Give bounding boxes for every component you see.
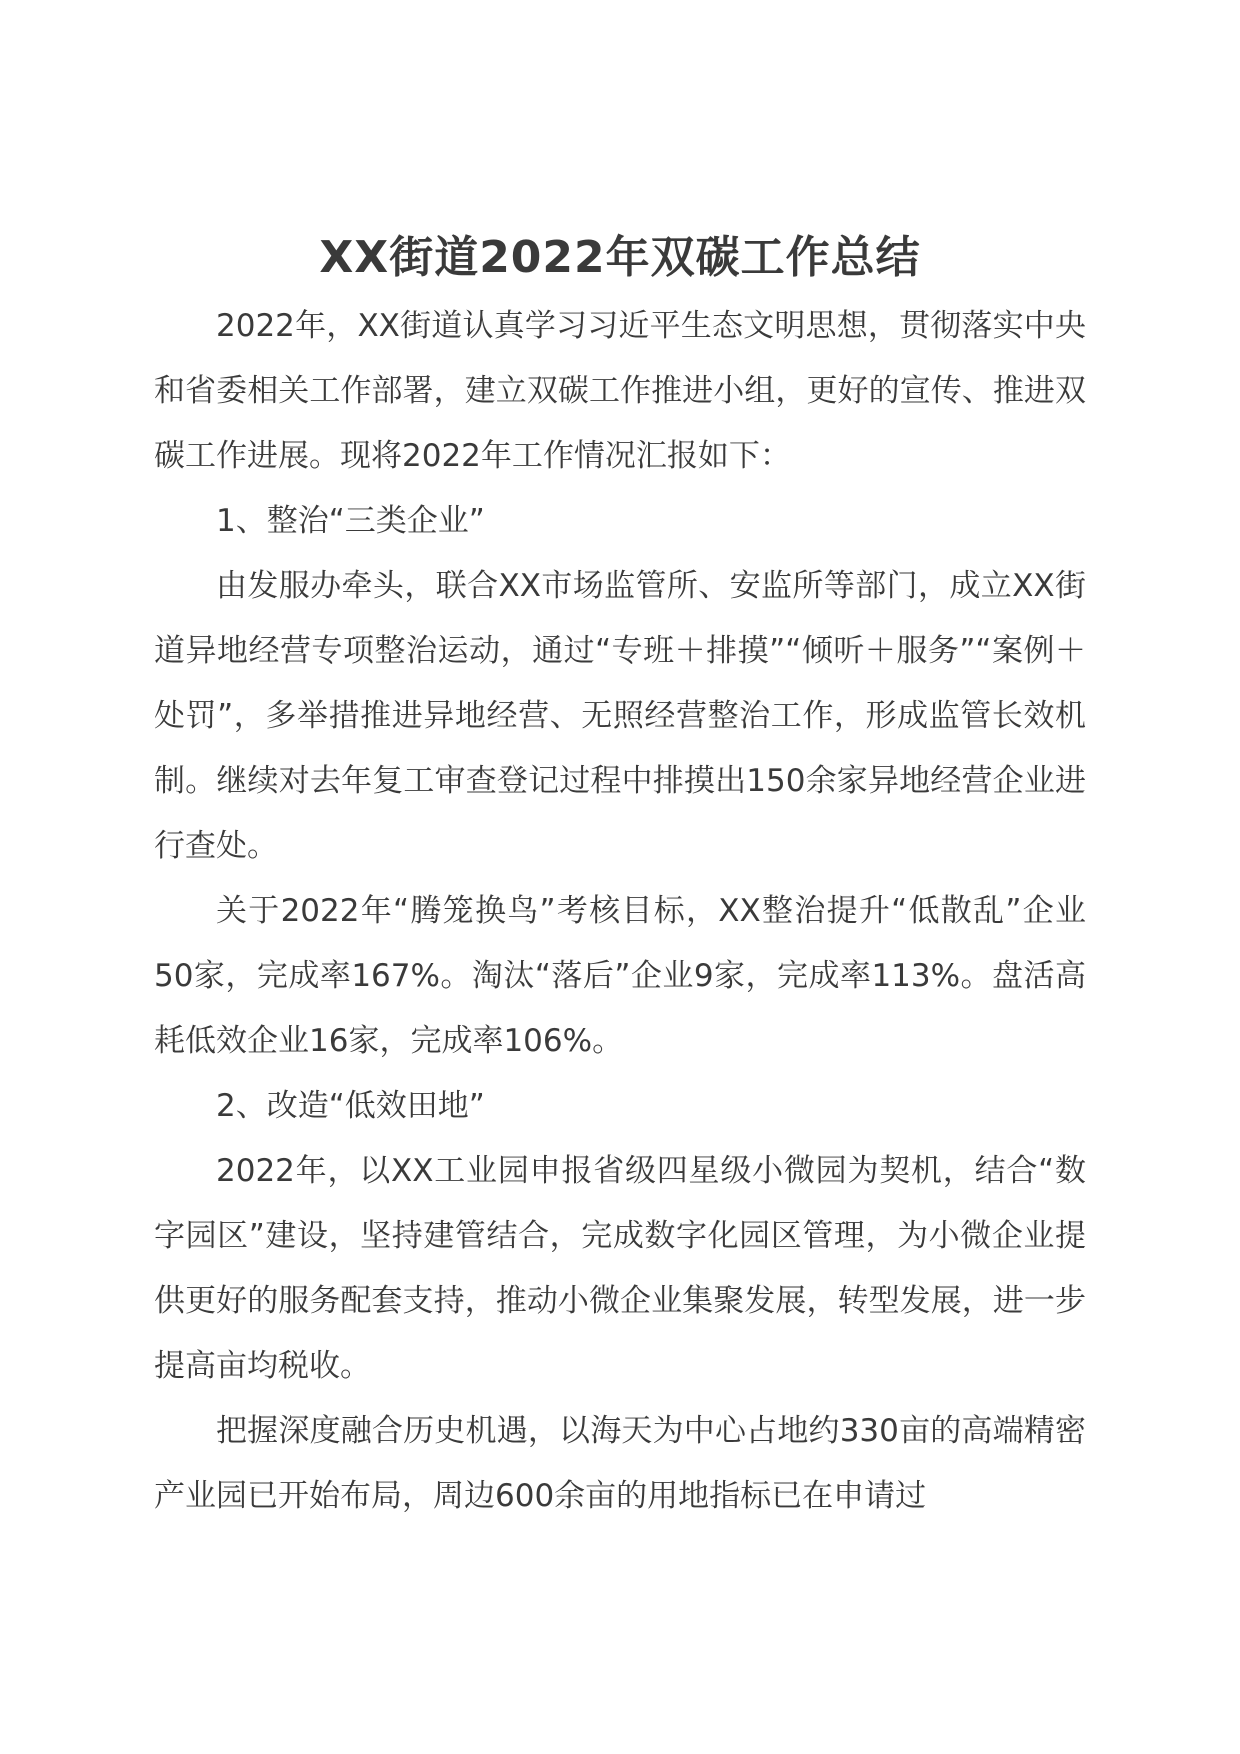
section-1-heading: 1、整治“三类企业” [216,503,485,539]
section-2-paragraph-1: 2022年，以XX工业园申报省级四星级小微园为契机，结合“数字园区”建设，坚持建管结合，完成数字化园区管理，为小微企业提供更好的服务配套支持，推动小微企业集聚发展，转型发展，进一步提高亩均税收。 [154,1153,1086,1384]
section-1-paragraph-2: 关于2022年“腾笼换鸟”考核目标，XX整治提升“低散乱”企业50家，完成率167%。淘汰“落后”企业9家，完成率113%。盘活高耗低效企业16家，完成率106%。 [154,893,1086,1059]
section-1-paragraph-1: 由发服办牵头，联合XX市场监管所、安监所等部门，成立XX街道异地经营专项整治运动，通过“专班＋排摸”“倾听＋服务”“案例＋处罚”，多举措推进异地经营、无照经营整治工作，形成监管长效机制。继续对去年复工审查登记过程中排摸出150余家异地经营企业进行查处。 [154,568,1086,864]
section-2-paragraph-2: 把握深度融合历史机遇，以海天为中心占地约330亩的高端精密产业园已开始布局，周边600余亩的用地指标已在申请过 [154,1413,1086,1514]
document-page [154,228,1086,1529]
document-title: XX街道2022年双碳工作总结 [319,232,921,283]
intro-paragraph: 2022年，XX街道认真学习习近平生态文明思想，贯彻落实中央和省委相关工作部署，建立双碳工作推进小组，更好的宣传、推进双碳工作进展。现将2022年工作情况汇报如下： [154,308,1086,474]
section-2-heading: 2、改造“低效田地” [216,1088,485,1124]
